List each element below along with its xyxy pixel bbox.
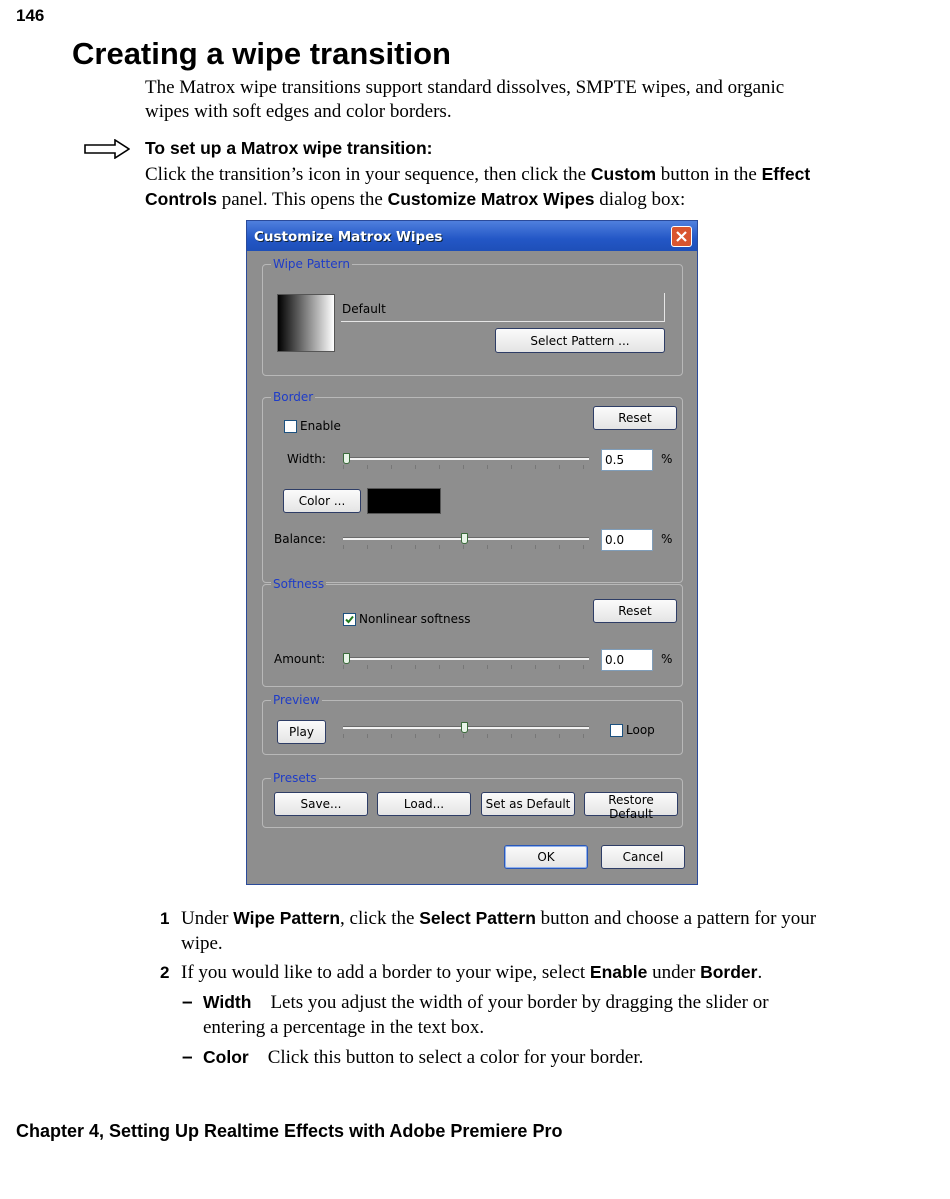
ui-term-enable: Enable bbox=[589, 962, 648, 982]
amount-input[interactable]: 0.0 bbox=[601, 649, 653, 671]
preview-slider-thumb[interactable] bbox=[461, 722, 468, 733]
ui-term-dialog-name: Customize Matrox Wipes bbox=[387, 189, 595, 209]
procedure-text: Click the transition’s icon in your sequence, then click the Custom button in the Effect Controls panel. This opens the Customize Matrox Wipes dialog box: bbox=[145, 164, 811, 210]
border-group bbox=[262, 390, 683, 583]
sub-item-text: Color Click this button to select a color for your border. bbox=[203, 1047, 644, 1068]
color-swatch[interactable] bbox=[367, 488, 441, 514]
procedure-heading: To set up a Matrox wipe transition: bbox=[145, 138, 433, 158]
save-preset-button[interactable]: Save... bbox=[274, 792, 368, 816]
sub-item-dash: – bbox=[182, 1047, 193, 1068]
ui-term-wipe-pattern: Wipe Pattern bbox=[233, 908, 341, 928]
set-as-default-button[interactable]: Set as Default bbox=[481, 792, 575, 816]
dialog-titlebar bbox=[247, 221, 697, 251]
intro-paragraph: The Matrox wipe transitions support standard dissolves, SMPTE wipes, and organic wipes with soft edges and color borders. bbox=[145, 77, 785, 122]
balance-slider-thumb[interactable] bbox=[461, 533, 468, 544]
amount-label: Amount: bbox=[274, 652, 326, 666]
load-preset-button[interactable]: Load... bbox=[377, 792, 471, 816]
ui-term-border: Border bbox=[700, 962, 758, 982]
balance-input[interactable]: 0.0 bbox=[601, 529, 653, 551]
loop-checkbox[interactable] bbox=[610, 724, 623, 737]
amount-slider-ticks bbox=[343, 665, 589, 669]
group-label-border: Border bbox=[273, 390, 314, 404]
softness-reset-button[interactable]: Reset bbox=[593, 599, 677, 623]
border-reset-button[interactable]: Reset bbox=[593, 406, 677, 430]
checkmark-icon bbox=[344, 614, 355, 625]
arrow-right-icon bbox=[84, 139, 130, 159]
ui-term-custom: Custom bbox=[590, 164, 657, 184]
step-text: Under Wipe Pattern, click the Select Pattern button and choose a pattern for your wipe. bbox=[181, 908, 817, 954]
width-input[interactable]: 0.5 bbox=[601, 449, 653, 471]
customize-wipes-dialog bbox=[246, 220, 698, 885]
ui-term-select-pattern: Select Pattern bbox=[419, 908, 536, 928]
preview-slider-ticks bbox=[343, 734, 589, 738]
chapter-footer: Chapter 4, Setting Up Realtime Effects with Adobe Premiere Pro bbox=[16, 1121, 563, 1141]
close-icon[interactable] bbox=[671, 226, 692, 247]
enable-label: Enable bbox=[300, 419, 341, 433]
select-pattern-button[interactable]: Select Pattern ... bbox=[495, 328, 665, 353]
color-button[interactable]: Color ... bbox=[283, 489, 361, 513]
sub-item-term: Width bbox=[203, 992, 252, 1012]
width-slider-ticks bbox=[343, 465, 589, 469]
amount-slider-thumb[interactable] bbox=[343, 653, 350, 664]
balance-label: Balance: bbox=[274, 532, 326, 546]
sub-item-text: Width Lets you adjust the width of your border by dragging the slider or entering a percentage in the text box. bbox=[203, 992, 769, 1038]
restore-default-button[interactable]: Restore Default bbox=[584, 792, 678, 816]
group-label-wipe-pattern: Wipe Pattern bbox=[273, 257, 350, 271]
page-number: 146 bbox=[16, 6, 45, 25]
width-slider-thumb[interactable] bbox=[343, 453, 350, 464]
step-text: If you would like to add a border to your wipe, select Enable under Border. bbox=[181, 962, 763, 983]
nonlinear-softness-label: Nonlinear softness bbox=[359, 612, 471, 626]
sub-item-dash: – bbox=[182, 992, 193, 1013]
softness-group bbox=[262, 577, 683, 687]
pattern-divider bbox=[341, 293, 665, 322]
group-label-softness: Softness bbox=[273, 577, 325, 591]
pattern-preview bbox=[277, 294, 335, 352]
width-unit: % bbox=[661, 452, 673, 466]
cancel-button[interactable]: Cancel bbox=[601, 845, 685, 869]
step-number: 2 bbox=[160, 963, 170, 982]
amount-unit: % bbox=[661, 652, 673, 666]
width-slider[interactable] bbox=[343, 457, 589, 460]
preview-group bbox=[262, 693, 683, 755]
ok-button[interactable]: OK bbox=[504, 845, 588, 869]
width-label: Width: bbox=[287, 452, 326, 466]
ui-term-effect-controls: Effect Controls bbox=[145, 164, 811, 209]
dialog-title: Customize Matrox Wipes bbox=[254, 229, 443, 245]
balance-unit: % bbox=[661, 532, 673, 546]
loop-label: Loop bbox=[626, 723, 655, 737]
balance-slider-ticks bbox=[343, 545, 589, 549]
group-label-presets: Presets bbox=[273, 771, 317, 785]
enable-checkbox[interactable] bbox=[284, 420, 297, 433]
play-button[interactable]: Play bbox=[277, 720, 326, 744]
page-title: Creating a wipe transition bbox=[72, 36, 451, 71]
wipe-pattern-group bbox=[262, 257, 683, 376]
presets-group bbox=[262, 771, 683, 828]
amount-slider[interactable] bbox=[343, 657, 589, 660]
pattern-name: Default bbox=[342, 302, 386, 316]
nonlinear-softness-checkbox[interactable] bbox=[343, 613, 356, 626]
sub-item-term: Color bbox=[203, 1047, 249, 1067]
step-number: 1 bbox=[160, 909, 170, 928]
group-label-preview: Preview bbox=[273, 693, 320, 707]
